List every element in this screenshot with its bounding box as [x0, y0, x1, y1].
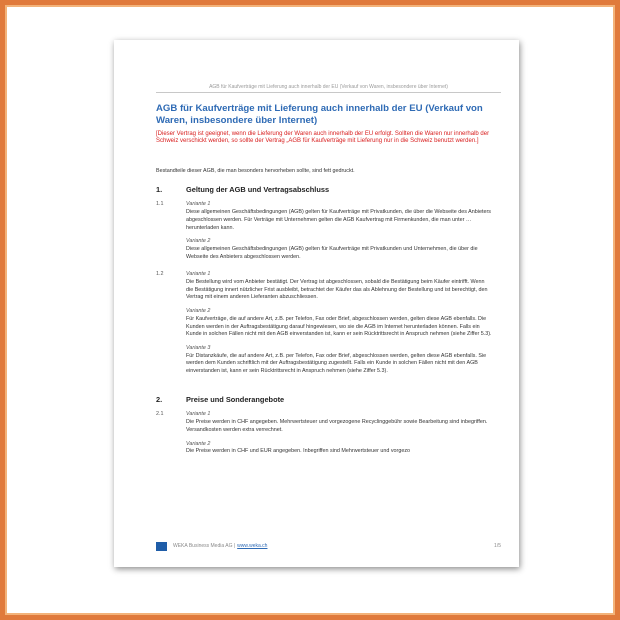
clause — [156, 271, 493, 381]
intro-text: Bestandteile dieser AGB, die man besonders hervorheben sollte, sind fett gedruckt. — [156, 168, 355, 174]
variant-text: Die Bestellung wird vom Anbieter bestätigt. Der Vertrag ist abgeschlossen, sobald die Bestätigung beim Käufer eintrifft. Wenn die Bestätigung innert nützlicher Frist ausbleibt, betrachtet der Käufer das als Ablehnung der Bestellung und ist berechtigt, den Vertrag mit einem anderen Lieferanten abzuschliessen. — [186, 279, 488, 301]
weka-logo-icon — [156, 542, 167, 551]
section-title: Geltung der AGB und Vertragsabschluss — [186, 184, 330, 194]
footer-company: WEKA Business Media AG | — [173, 543, 236, 549]
section-number: 2. — [156, 394, 163, 404]
clause-number: 1.1 — [156, 201, 164, 208]
section-title: Preise und Sonderangebote — [186, 394, 285, 404]
variant — [186, 441, 493, 456]
variant — [186, 308, 493, 339]
variant — [186, 411, 493, 434]
page-number: 1/5 — [494, 543, 501, 549]
clause — [156, 201, 493, 267]
variant-label: Variante 2 — [186, 308, 211, 315]
section-heading — [156, 396, 493, 404]
clause-number: 2.1 — [156, 411, 164, 418]
clause-content — [186, 411, 493, 462]
document-page — [114, 40, 519, 567]
image-frame — [5, 5, 615, 615]
clause — [156, 411, 493, 462]
variant-text: Die Preise werden in CHF und EUR angegeben. Inbegriffen sind Mehrwertsteuer und vorgezo — [186, 448, 411, 455]
document-body — [156, 168, 493, 466]
usage-note: [Dieser Vertrag ist geeignet, wenn die Lieferung der Waren auch innerhalb der EU erfolgt. Sollten die Waren nur innerhalb der Schweiz verschickt werden, so sollte der Vertrag „AGB für Kaufverträge mit Lieferung nur in die Schweiz benutzt werden.] — [156, 131, 490, 145]
variant-label: Variante 3 — [186, 344, 211, 351]
variant-text: Für Kaufverträge, die auf andere Art, z.B. per Telefon, Fax oder Brief, abgeschlossen werden, gelten diese AGB ebenfalls. Die Kunden werden in der Auftragsbestätigung darauf hingewiesen, wo sie die AGB im Internet herunterladen können. Falls ein Kunde in solchen Fällen nicht mit den AGB einverstanden ist, kann er sein Rücktrittsrecht in Anspruch nehmen (siehe Ziffer 5.3). — [186, 315, 492, 338]
variant-label: Variante 2 — [186, 238, 211, 245]
variant-text: Die Preise werden in CHF angegeben. Mehrwertsteuer und vorgezogene Recyclinggebühr sowie Bearbeitung sind inbegriffen. Versandkosten werden extra verrechnet. — [186, 419, 488, 433]
page-footer — [156, 540, 501, 552]
variant-label: Variante 1 — [186, 201, 211, 208]
section-number: 1. — [156, 184, 163, 194]
document-title: AGB für Kaufverträge mit Lieferung auch innerhalb der EU (Verkauf von Waren, insbesondere über Internet) — [156, 103, 483, 126]
clause-number: 1.2 — [156, 271, 164, 278]
variant — [186, 271, 493, 302]
clause-content — [186, 201, 493, 267]
variant — [186, 345, 493, 376]
variant-text: Diese allgemeinen Geschäftsbedingungen (AGB) gelten für Kaufverträge mit Privatkunden und Unternehmen, die über die Webseite des Anbieters abgeschlossen werden. — [186, 245, 478, 260]
variant-text: Diese allgemeinen Geschäftsbedingungen (AGB) gelten für Kaufverträge mit Privatkunden, die über die Webseite des Anbieters abgeschlossen werden. Für Verträge mit Unternehmen gelten die AGB Kaufvertrag mit Firmenkunden, die man unter … herunterladen kann. — [186, 209, 491, 231]
running-header: AGB für Kaufverträge mit Lieferung auch innerhalb der EU (Verkauf von Waren, insbesondere über Internet) — [156, 84, 501, 93]
variant — [186, 238, 493, 261]
variant-text: Für Distanzkäufe, die auf andere Art, z.B. per Telefon, Fax oder Brief, abgeschlossen werden, gelten diese AGB ebenfalls. Sie werden dem Kunden schriftlich mit der Auftragsbestätigung zugestellt. Falls ein Kunde in solchen Fällen nicht mit den AGB einverstanden ist, kann er sein Rücktrittsrecht in Anspruch nehmen (siehe Ziffer 5.3). — [186, 352, 487, 375]
section-heading — [156, 186, 493, 194]
clause-content — [186, 271, 493, 381]
variant-label: Variante 1 — [186, 271, 211, 278]
variant-label: Variante 2 — [186, 440, 211, 447]
footer-website-link[interactable]: www.weka.ch — [237, 543, 268, 549]
variant-label: Variante 1 — [186, 411, 211, 418]
variant — [186, 201, 493, 232]
